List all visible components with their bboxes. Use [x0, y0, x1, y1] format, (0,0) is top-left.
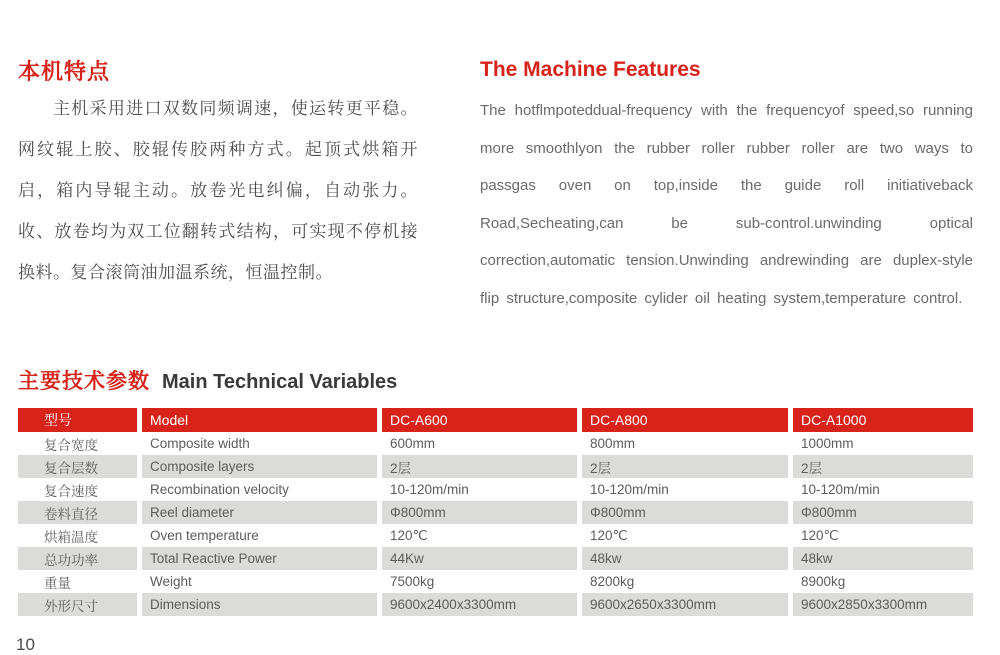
table-cell: 2层: [788, 455, 973, 478]
header-cell-dc-a800: DC-A800: [577, 408, 788, 432]
table-header-row: [18, 408, 973, 432]
table-cell: 8900kg: [788, 570, 973, 593]
features-heading-cn: 本机特点: [18, 59, 111, 84]
table-cell: 9600x2850x3300mm: [788, 593, 973, 616]
table-cell: 9600x2400x3300mm: [377, 593, 577, 616]
features-heading-en: The Machine Features: [480, 58, 701, 81]
table-cell: 44Kw: [377, 547, 577, 570]
table-cell: 120℃: [788, 524, 973, 547]
table-cell: 8200kg: [577, 570, 788, 593]
header-cell-model-cn: 型号: [18, 408, 137, 432]
table-cell: 48kw: [788, 547, 973, 570]
header-cell-dc-a1000: DC-A1000: [788, 408, 973, 432]
table-cell: Recombination velocity: [137, 478, 377, 501]
features-body-en: The hotflmpoteddual-frequency with the frequencyof speed,so running more smoothlyon the rubber roller rubber roller are two ways to passgas oven on top,inside the guide roll initiativeback Road,Secheating,can be sub-control.unwinding optical correction,automatic tension.Unwinding andrewinding are duplex-style flip structure,composite cylider oil heating system,temperature control.: [480, 102, 973, 307]
table-cell: 10-120m/min: [788, 478, 973, 501]
table-cell: Reel diameter: [137, 501, 377, 524]
header-cell-dc-a600: DC-A600: [377, 408, 577, 432]
table-row-weight: [18, 570, 973, 593]
table-cell: 重量: [18, 570, 137, 593]
table-row-reel-diameter: [18, 501, 973, 524]
table-cell: 2层: [577, 455, 788, 478]
table-cell: 9600x2650x3300mm: [577, 593, 788, 616]
table-cell: Φ800mm: [788, 501, 973, 524]
table-cell: 600mm: [377, 432, 577, 455]
table-cell: Weight: [137, 570, 377, 593]
table-cell: 复合速度: [18, 478, 137, 501]
table-cell: 10-120m/min: [577, 478, 788, 501]
table-cell: 800mm: [577, 432, 788, 455]
table-cell: 1000mm: [788, 432, 973, 455]
table-cell: 卷料直径: [18, 501, 137, 524]
table-cell: 烘箱温度: [18, 524, 137, 547]
table-cell: Total Reactive Power: [137, 547, 377, 570]
features-body-cn: 主机采用进口双数同频调速，使运转更平稳。网纹辊上胶、胶辊传胶两种方式。起顶式烘箱开启，箱内导辊主动。放卷光电纠偏，自动张力。收、放卷均为双工位翻转式结构，可实现不停机接换料。复合滚筒油加温系统，恒温控制。: [18, 99, 418, 282]
table-row-composite-layers: [18, 455, 973, 478]
table-cell: 48kw: [577, 547, 788, 570]
specs-heading-en: Main Technical Variables: [162, 371, 398, 393]
table-cell: Φ800mm: [577, 501, 788, 524]
table-cell: 120℃: [577, 524, 788, 547]
spec-table: [18, 408, 973, 616]
table-row-recombination-velocity: [18, 478, 973, 501]
table-cell: 复合宽度: [18, 432, 137, 455]
table-cell: 7500kg: [377, 570, 577, 593]
table-cell: Composite layers: [137, 455, 377, 478]
specs-heading-cn: 主要技术参数: [18, 370, 150, 393]
table-cell: 复合层数: [18, 455, 137, 478]
table-cell: Φ800mm: [377, 501, 577, 524]
table-cell: Dimensions: [137, 593, 377, 616]
page-number: 10: [16, 635, 35, 654]
table-cell: 120℃: [377, 524, 577, 547]
table-row-total-reactive-power: [18, 547, 973, 570]
table-cell: 总功功率: [18, 547, 137, 570]
table-row-oven-temperature: [18, 524, 973, 547]
table-cell: 2层: [377, 455, 577, 478]
specs-section-heading: [18, 365, 397, 395]
table-cell: Oven temperature: [137, 524, 377, 547]
table-cell: Composite width: [137, 432, 377, 455]
header-cell-model-en: Model: [137, 408, 377, 432]
table-cell: 外形尺寸: [18, 593, 137, 616]
table-row-composite-width: [18, 432, 973, 455]
table-cell: 10-120m/min: [377, 478, 577, 501]
table-row-dimensions: [18, 593, 973, 616]
